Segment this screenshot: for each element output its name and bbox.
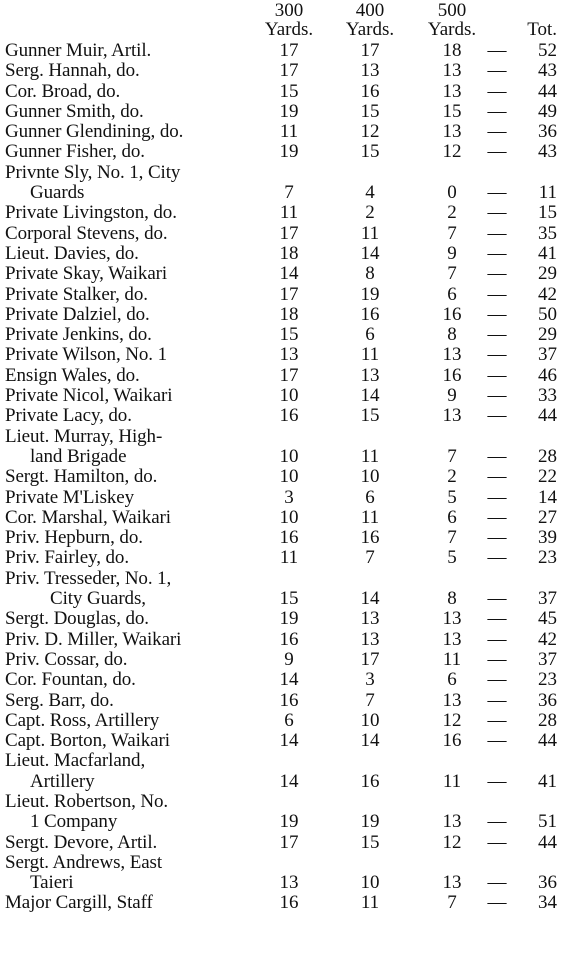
separator-dash: — bbox=[487, 242, 507, 264]
score-total: 39 bbox=[538, 527, 557, 549]
table-row bbox=[0, 508, 565, 528]
score-total: 35 bbox=[538, 222, 557, 244]
score-300: 15 bbox=[279, 324, 299, 346]
separator-dash: — bbox=[487, 344, 507, 366]
table-row bbox=[0, 731, 565, 751]
score-400: 19 bbox=[360, 811, 380, 833]
score-300: 6 bbox=[284, 709, 294, 731]
score-300: 16 bbox=[279, 405, 299, 427]
separator-dash: — bbox=[487, 506, 507, 528]
score-400: 2 bbox=[365, 202, 375, 224]
table-row bbox=[0, 833, 565, 853]
score-300: 10 bbox=[279, 506, 299, 528]
score-total: 23 bbox=[538, 547, 557, 569]
table-row bbox=[0, 244, 565, 264]
table-row bbox=[0, 467, 565, 487]
score-300: 15 bbox=[279, 80, 299, 102]
table-row bbox=[0, 305, 565, 325]
score-500: 7 bbox=[447, 527, 457, 549]
separator-dash: — bbox=[487, 303, 507, 325]
competitor-name: Cor. Fountan, do. bbox=[5, 669, 136, 691]
score-total: 29 bbox=[538, 263, 557, 285]
competitor-name: Cor. Broad, do. bbox=[5, 80, 121, 102]
table-row bbox=[0, 670, 565, 690]
score-500: 6 bbox=[447, 506, 457, 528]
score-500: 16 bbox=[442, 303, 462, 325]
table-row bbox=[0, 82, 565, 102]
table-row bbox=[0, 528, 565, 548]
table-row bbox=[0, 386, 565, 406]
score-total: 36 bbox=[538, 121, 557, 143]
competitor-name: Capt. Borton, Waikari bbox=[5, 730, 170, 752]
separator-dash: — bbox=[487, 324, 507, 346]
separator-dash: — bbox=[487, 466, 507, 488]
score-300: 11 bbox=[279, 202, 299, 224]
score-300: 17 bbox=[279, 831, 299, 853]
score-400: 7 bbox=[365, 689, 375, 711]
score-rows bbox=[0, 41, 565, 914]
score-400: 14 bbox=[360, 730, 380, 752]
score-total: 11 bbox=[538, 182, 557, 204]
score-total: 28 bbox=[538, 445, 557, 467]
score-total: 15 bbox=[538, 202, 557, 224]
score-500: 6 bbox=[447, 283, 457, 305]
score-total: 44 bbox=[538, 831, 557, 853]
score-400: 11 bbox=[360, 344, 380, 366]
competitor-name-continued: Taieri bbox=[30, 872, 74, 894]
col-500-heading: 500 bbox=[437, 0, 467, 21]
competitor-name: Lieut. Robertson, No. bbox=[5, 790, 169, 812]
score-500: 13 bbox=[442, 872, 462, 894]
score-400: 13 bbox=[360, 628, 380, 650]
separator-dash: — bbox=[487, 730, 507, 752]
competitor-name: Corporal Stevens, do. bbox=[5, 222, 168, 244]
score-300: 16 bbox=[279, 527, 299, 549]
score-total: 42 bbox=[538, 628, 557, 650]
separator-dash: — bbox=[487, 892, 507, 914]
score-400: 16 bbox=[360, 527, 380, 549]
table-row bbox=[0, 609, 565, 629]
score-300: 18 bbox=[279, 242, 299, 264]
score-500: 13 bbox=[442, 121, 462, 143]
separator-dash: — bbox=[487, 689, 507, 711]
score-300: 14 bbox=[279, 669, 299, 691]
score-total: 42 bbox=[538, 283, 557, 305]
score-400: 3 bbox=[365, 669, 375, 691]
score-total: 51 bbox=[538, 811, 557, 833]
separator-dash: — bbox=[487, 648, 507, 670]
table-row bbox=[0, 366, 565, 386]
separator-dash: — bbox=[487, 831, 507, 853]
competitor-name: Capt. Ross, Artillery bbox=[5, 709, 160, 731]
score-400: 16 bbox=[360, 303, 380, 325]
score-300: 19 bbox=[279, 100, 299, 122]
score-300: 3 bbox=[284, 486, 294, 508]
score-300: 14 bbox=[279, 263, 299, 285]
score-400: 10 bbox=[360, 466, 380, 488]
score-300: 10 bbox=[279, 385, 299, 407]
table-row-name-line bbox=[0, 853, 565, 873]
score-400: 7 bbox=[365, 547, 375, 569]
score-total: 44 bbox=[538, 730, 557, 752]
table-row bbox=[0, 102, 565, 122]
table-row bbox=[0, 142, 565, 162]
table-row bbox=[0, 122, 565, 142]
score-400: 17 bbox=[360, 648, 380, 670]
separator-dash: — bbox=[487, 121, 507, 143]
competitor-name-continued: Artillery bbox=[30, 770, 95, 792]
competitor-name: Private Wilson, No. 1 bbox=[5, 344, 167, 366]
competitor-name: Private Skay, Waikari bbox=[5, 263, 168, 285]
score-total: 14 bbox=[538, 486, 557, 508]
col-500-unit: Yards. bbox=[427, 19, 477, 40]
competitor-name: Gunner Muir, Artil. bbox=[5, 40, 152, 61]
score-400: 13 bbox=[360, 364, 380, 386]
score-total: 46 bbox=[538, 364, 557, 386]
score-total: 36 bbox=[538, 872, 557, 894]
score-400: 14 bbox=[360, 588, 380, 610]
col-300-unit: Yards. bbox=[264, 19, 314, 40]
separator-dash: — bbox=[487, 588, 507, 610]
competitor-name: Sergt. Douglas, do. bbox=[5, 608, 149, 630]
competitor-name: Private Lacy, do. bbox=[5, 405, 132, 427]
table-row bbox=[0, 224, 565, 244]
score-300: 19 bbox=[279, 608, 299, 630]
table-row bbox=[0, 548, 565, 568]
table-row-name-line bbox=[0, 427, 565, 447]
table-row bbox=[0, 406, 565, 426]
competitor-name: Priv. Fairley, do. bbox=[5, 547, 129, 569]
score-total: 34 bbox=[538, 892, 557, 914]
score-400: 10 bbox=[360, 872, 380, 894]
competitor-name: Private Stalker, do. bbox=[5, 283, 148, 305]
col-300-heading: 300 bbox=[274, 0, 304, 21]
score-500: 13 bbox=[442, 405, 462, 427]
score-300: 9 bbox=[284, 648, 294, 670]
score-total: 50 bbox=[538, 303, 557, 325]
score-total: 43 bbox=[538, 141, 557, 163]
table-row bbox=[0, 711, 565, 731]
separator-dash: — bbox=[487, 100, 507, 122]
score-500: 7 bbox=[447, 445, 457, 467]
separator-dash: — bbox=[487, 669, 507, 691]
score-total: 33 bbox=[538, 385, 557, 407]
score-total: 52 bbox=[538, 40, 557, 61]
separator-dash: — bbox=[487, 385, 507, 407]
score-500: 9 bbox=[447, 385, 457, 407]
table-row-name-line bbox=[0, 569, 565, 589]
separator-dash: — bbox=[487, 709, 507, 731]
score-total: 41 bbox=[538, 770, 557, 792]
competitor-name: Lieut. Davies, do. bbox=[5, 242, 139, 264]
score-total: 41 bbox=[538, 242, 557, 264]
score-500: 7 bbox=[447, 222, 457, 244]
separator-dash: — bbox=[487, 40, 507, 61]
table-header bbox=[0, 1, 565, 41]
table-row bbox=[0, 812, 565, 832]
table-row bbox=[0, 873, 565, 893]
score-500: 13 bbox=[442, 628, 462, 650]
score-400: 13 bbox=[360, 608, 380, 630]
separator-dash: — bbox=[487, 60, 507, 82]
separator-dash: — bbox=[487, 283, 507, 305]
score-300: 19 bbox=[279, 141, 299, 163]
table-row-name-line bbox=[0, 751, 565, 771]
table-row bbox=[0, 264, 565, 284]
table-row bbox=[0, 589, 565, 609]
score-total: 44 bbox=[538, 80, 557, 102]
score-300: 17 bbox=[279, 60, 299, 82]
competitor-name: Private Dalziel, do. bbox=[5, 303, 150, 325]
score-300: 10 bbox=[279, 445, 299, 467]
separator-dash: — bbox=[487, 405, 507, 427]
score-400: 15 bbox=[360, 831, 380, 853]
competitor-name: Priv. Cossar, do. bbox=[5, 648, 128, 670]
score-500: 8 bbox=[447, 588, 457, 610]
separator-dash: — bbox=[487, 486, 507, 508]
score-total: 45 bbox=[538, 608, 557, 630]
total-heading: Tot. bbox=[527, 19, 557, 40]
score-500: 0 bbox=[447, 182, 457, 204]
competitor-name: Serg. Barr, do. bbox=[5, 689, 114, 711]
score-500: 11 bbox=[442, 770, 462, 792]
score-400: 14 bbox=[360, 242, 380, 264]
score-500: 16 bbox=[442, 364, 462, 386]
score-500: 15 bbox=[442, 100, 462, 122]
competitor-name: Lieut. Macfarland, bbox=[5, 750, 146, 772]
score-400: 13 bbox=[360, 60, 380, 82]
score-500: 12 bbox=[442, 709, 462, 731]
competitor-name: Sergt. Andrews, East bbox=[5, 851, 163, 873]
score-300: 16 bbox=[279, 689, 299, 711]
table-row bbox=[0, 345, 565, 365]
score-300: 10 bbox=[279, 466, 299, 488]
competitor-name: Major Cargill, Staff bbox=[5, 892, 153, 914]
separator-dash: — bbox=[487, 527, 507, 549]
competitor-name: Privnte Sly, No. 1, City bbox=[5, 161, 181, 183]
score-total: 23 bbox=[538, 669, 557, 691]
score-400: 15 bbox=[360, 100, 380, 122]
score-500: 11 bbox=[442, 648, 462, 670]
score-300: 15 bbox=[279, 588, 299, 610]
competitor-name: Lieut. Murray, High- bbox=[5, 425, 163, 447]
table-row-name-line bbox=[0, 792, 565, 812]
score-500: 12 bbox=[442, 831, 462, 853]
separator-dash: — bbox=[487, 547, 507, 569]
score-400: 6 bbox=[365, 486, 375, 508]
separator-dash: — bbox=[487, 263, 507, 285]
score-500: 2 bbox=[447, 466, 457, 488]
competitor-name: Private Nicol, Waikari bbox=[5, 385, 173, 407]
separator-dash: — bbox=[487, 770, 507, 792]
score-500: 13 bbox=[442, 60, 462, 82]
score-300: 17 bbox=[279, 364, 299, 386]
competitor-name: Priv. D. Miller, Waikari bbox=[5, 628, 182, 650]
separator-dash: — bbox=[487, 872, 507, 894]
separator-dash: — bbox=[487, 608, 507, 630]
competitor-name: Priv. Hepburn, do. bbox=[5, 527, 143, 549]
competitor-name-continued: land Brigade bbox=[30, 445, 127, 467]
score-400: 19 bbox=[360, 283, 380, 305]
competitor-name: Private Jenkins, do. bbox=[5, 324, 152, 346]
score-400: 10 bbox=[360, 709, 380, 731]
score-300: 16 bbox=[279, 628, 299, 650]
score-400: 11 bbox=[360, 445, 380, 467]
competitor-name-continued: City Guards, bbox=[50, 588, 146, 610]
score-total: 22 bbox=[538, 466, 557, 488]
score-300: 16 bbox=[279, 892, 299, 914]
score-total: 27 bbox=[538, 506, 557, 528]
table-row bbox=[0, 203, 565, 223]
separator-dash: — bbox=[487, 182, 507, 204]
score-total: 37 bbox=[538, 588, 557, 610]
score-300: 18 bbox=[279, 303, 299, 325]
table-row bbox=[0, 325, 565, 345]
score-500: 12 bbox=[442, 141, 462, 163]
score-total: 49 bbox=[538, 100, 557, 122]
score-400: 15 bbox=[360, 141, 380, 163]
score-400: 14 bbox=[360, 385, 380, 407]
competitor-name: Gunner Glendining, do. bbox=[5, 121, 184, 143]
score-300: 14 bbox=[279, 730, 299, 752]
table-row-name-line bbox=[0, 163, 565, 183]
score-500: 13 bbox=[442, 811, 462, 833]
score-400: 4 bbox=[365, 182, 375, 204]
score-300: 19 bbox=[279, 811, 299, 833]
separator-dash: — bbox=[487, 445, 507, 467]
competitor-name: Private M'Liskey bbox=[5, 486, 134, 508]
score-400: 16 bbox=[360, 770, 380, 792]
score-500: 18 bbox=[442, 40, 462, 61]
score-400: 16 bbox=[360, 80, 380, 102]
score-400: 12 bbox=[360, 121, 380, 143]
score-400: 17 bbox=[360, 40, 380, 61]
score-300: 7 bbox=[284, 182, 294, 204]
score-500: 9 bbox=[447, 242, 457, 264]
competitor-name: Ensign Wales, do. bbox=[5, 364, 140, 386]
score-500: 6 bbox=[447, 669, 457, 691]
competitor-name: Gunner Smith, do. bbox=[5, 100, 144, 122]
table-row bbox=[0, 691, 565, 711]
competitor-name-continued: Guards bbox=[30, 182, 85, 204]
separator-dash: — bbox=[487, 222, 507, 244]
table-row bbox=[0, 285, 565, 305]
score-300: 11 bbox=[279, 121, 299, 143]
score-total: 29 bbox=[538, 324, 557, 346]
table-row bbox=[0, 41, 565, 61]
score-300: 13 bbox=[279, 872, 299, 894]
score-total: 28 bbox=[538, 709, 557, 731]
table-row bbox=[0, 630, 565, 650]
score-300: 14 bbox=[279, 770, 299, 792]
separator-dash: — bbox=[487, 202, 507, 224]
score-500: 13 bbox=[442, 608, 462, 630]
score-500: 8 bbox=[447, 324, 457, 346]
col-400-heading: 400 bbox=[355, 0, 385, 21]
competitor-name: Gunner Fisher, do. bbox=[5, 141, 145, 163]
separator-dash: — bbox=[487, 364, 507, 386]
score-500: 16 bbox=[442, 730, 462, 752]
competitor-name: Sergt. Devore, Artil. bbox=[5, 831, 158, 853]
score-300: 17 bbox=[279, 40, 299, 61]
score-total: 37 bbox=[538, 648, 557, 670]
score-400: 11 bbox=[360, 506, 380, 528]
score-400: 6 bbox=[365, 324, 375, 346]
competitor-name: Priv. Tresseder, No. 1, bbox=[5, 567, 172, 589]
score-300: 17 bbox=[279, 283, 299, 305]
score-300: 13 bbox=[279, 344, 299, 366]
score-total: 36 bbox=[538, 689, 557, 711]
score-400: 8 bbox=[365, 263, 375, 285]
table-row bbox=[0, 488, 565, 508]
competitor-name: Cor. Marshal, Waikari bbox=[5, 506, 171, 528]
table-row bbox=[0, 893, 565, 913]
competitor-name: Sergt. Hamilton, do. bbox=[5, 466, 158, 488]
score-300: 17 bbox=[279, 222, 299, 244]
separator-dash: — bbox=[487, 80, 507, 102]
score-300: 11 bbox=[279, 547, 299, 569]
table-row bbox=[0, 650, 565, 670]
score-500: 7 bbox=[447, 263, 457, 285]
score-total: 43 bbox=[538, 60, 557, 82]
score-total: 37 bbox=[538, 344, 557, 366]
competitor-name-continued: 1 Company bbox=[30, 811, 118, 833]
score-500: 13 bbox=[442, 689, 462, 711]
score-500: 13 bbox=[442, 80, 462, 102]
score-400: 15 bbox=[360, 405, 380, 427]
table-row bbox=[0, 447, 565, 467]
score-500: 5 bbox=[447, 486, 457, 508]
score-total: 44 bbox=[538, 405, 557, 427]
table-row bbox=[0, 61, 565, 81]
competitor-name: Private Livingston, do. bbox=[5, 202, 177, 224]
separator-dash: — bbox=[487, 141, 507, 163]
separator-dash: — bbox=[487, 628, 507, 650]
score-500: 13 bbox=[442, 344, 462, 366]
score-400: 11 bbox=[360, 222, 380, 244]
table-row bbox=[0, 772, 565, 792]
col-400-unit: Yards. bbox=[345, 19, 395, 40]
score-500: 5 bbox=[447, 547, 457, 569]
separator-dash: — bbox=[487, 811, 507, 833]
score-500: 2 bbox=[447, 202, 457, 224]
score-400: 11 bbox=[360, 892, 380, 914]
competitor-name: Serg. Hannah, do. bbox=[5, 60, 140, 82]
score-500: 7 bbox=[447, 892, 457, 914]
table-row bbox=[0, 183, 565, 203]
